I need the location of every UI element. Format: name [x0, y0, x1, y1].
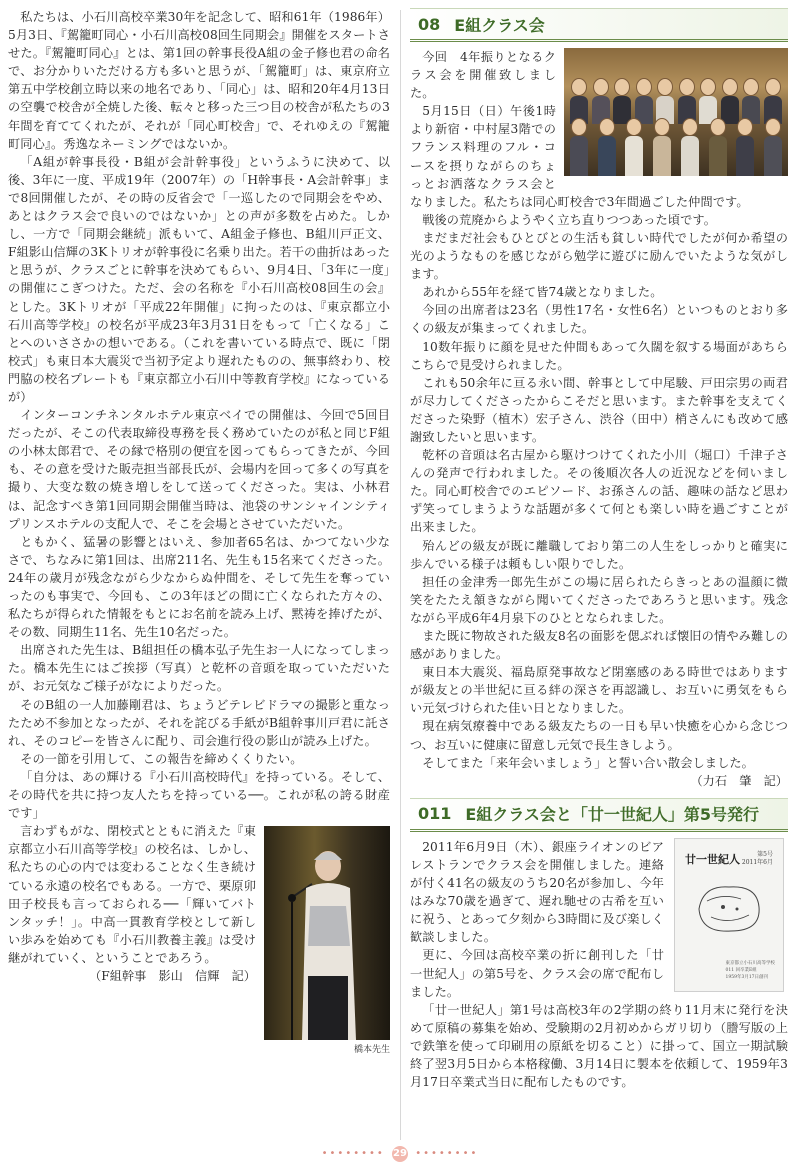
booklet-date: 2011年6月 [741, 858, 773, 866]
page-number: 29 [392, 1146, 408, 1162]
footer-dots-right: •••••••• [415, 1148, 479, 1159]
right-column [410, 8, 788, 1144]
teacher-photo [264, 826, 390, 1040]
paragraph: まだまだ社会もひとびとの生活も貧しい時代でしたが何か希望の光のようなものを感じながら勉学に遊びに励んでいたような気がします。 [410, 230, 788, 282]
signature: （F組幹事 影山 信輝 記） [89, 968, 256, 983]
imprint-line: 東京都立小石川高等学校 [725, 960, 775, 966]
section-title: E組クラス会と「廿一世紀人」第5号発行 [465, 805, 759, 825]
paragraph: 10数年振りに顔を見せた仲間もあって久闊を叙する場面があちらこちらで見受けられました。 [410, 339, 788, 372]
section-number: 011 [418, 804, 452, 824]
booklet-imprint [726, 960, 776, 981]
booklet-issue-info [742, 851, 773, 867]
paragraph: 私たちは、小石川高校卒業30年を記念して、昭和61年（1986年）5月3日、『駕籠町同心・小石川高校08回生同期会』開催をスタートさせた。『駕籠町同心』とは、第1回の幹事長役A組の金子修也君の命名で、お分かりいただける方も多いと思うが、「駕籠町」は、東京府立第五中学校創立時以来の地名であり、「同心」は、昭和20年4月13日の空襲で校舎が全焼した後、転々と移った三つ目の校舎が私たちの3年間を育ててくれたが、それが「同心町校舎」で、それゆえの『駕籠町同心』。秀逸なネーミングではないか。 [8, 10, 390, 151]
paragraph: インターコンチネンタルホテル東京ベイでの開催は、今回で5回目だったが、そこの代表取締役専務を長く務めていたのが私と同じF組の小林太郎君で、その縁で格別の便宜を図ってもらってきたが、今回も、その意を受けた販売担当部長氏が、会場内を回って多くの写真を撮り、大变な数の焼き増しをして送ってくださった。実は、小林君は、記念すべき第1回同期会開催当時は、池袋のサンシャインシティプリンスホテルの支配人で、そこを会場とさせていただいた。 [8, 408, 390, 531]
paragraph: 殆んどの級友が既に離職しており第二の人生をしっかりと確実に歩んでいる様子は頼もしい限りでした。 [410, 538, 788, 571]
paragraph: 現在病気療養中である級友たちの一日も早い快癒を心から念じつつ、お互いに健康に留意し元気で長生きしよう。 [410, 719, 788, 752]
section-header [410, 8, 788, 42]
booklet-figure [674, 838, 784, 992]
booklet-illustration [693, 879, 765, 937]
paragraph: これも50余年に亘る永い間、幹事として中尾駿、戸田宗男の両君が尽力してくださったからこそだと思います。また幹事を支えてくださった染野（植木）宏子さん、渋谷（田中）梢さんにも改めて感謝致したいと思います。 [410, 375, 788, 444]
paragraph: 担任の金津秀一郎先生がこの場に居られたらきっとあの温顔に微笑をたたえ頷きながら聞いてくださったであろうと思います。残念ながら平成6年4月泉下のひととなられました。 [410, 574, 788, 625]
section-number: 08 [418, 14, 441, 34]
paragraph: 更に、今回は高校卒業の折に創刊した「廿一世紀人」の第5号を、クラス会の席で配布しました。 [410, 948, 664, 999]
paragraph: そしてまた「来年会いましょう」と誓い合い散会しました。 [422, 755, 754, 770]
paragraph: 東日本大震災、福島原発事故など閉塞感のある時世ではありますが級友との半世紀に亘る絆の深さを再認識し、お互いに勇気をもらい元気づけられた佳い日となりました。 [410, 665, 788, 716]
paragraph: 出席された先生は、B組担任の橋本弘子先生お一人になってしまった。橋本先生にはご挨拶（写真）と乾杯の音頭を取っていただいたが、お元気なご様子がなによりだった。 [8, 643, 390, 694]
paragraph: その一節を引用して、この報告を締めくくりたい。 [20, 751, 303, 766]
paragraph: 乾杯の音頭は名古屋から駆けつけてくれた小川（堀口）千津子さんの発声で行われました。その後順次各人の近況などを伺いました。同心町校舎でのエピソード、お孫さんの話、趣味の話など思わず笑ってしまうような話題が多くて何とも楽しい時を過ごすことが出来ました。 [410, 448, 788, 535]
paragraph: ともかく、猛暑の影響とはいえ、参加者65名は、かつてない少なさで、ちなみに第1回は、出席211名、先生も15名来てくださった。24年の歳月が残念ながら少なからぬ仲間を、そして先生を奪っていったのも事実で、今回も、この3年ほどの間に亡くなられた方々の、私たちが得られた情報をもとにお名前を読み上げ、黙祷を捧げたが、その数、同期生11名、先生10名だった。 [8, 534, 390, 640]
signature: （力石 肇 記） [690, 773, 788, 788]
photo-front-row [570, 118, 782, 176]
page-footer [0, 1146, 800, 1162]
paragraph: 言わずもがな、閉校式とともに消えた『東京都立小石川高等学校』の校名は、しかし、私たちの心の内では変わることなく生き続けている永遠の校名でもある。一方で、栗原卯田子校長も言っておられる──「輝いてバトンタッチ！」。中高一貫教育学校として新しい歩みを始めても『小石川教養主義』は受け継がれていく、ということであろう。 [8, 824, 256, 965]
column-divider [400, 10, 401, 1140]
paragraph: 2011年6月9日（木）、銀座ライオンのビアレストランでクラス会を開催しました。連絡が付く41名の級友のうち20名が参加し、今年はみな70歳を過ぎて、遅れ馳せの古希を互いに祝う、とあって夕刻から3時間に及び楽しく歓談しました。 [410, 839, 664, 945]
paragraph: 5月15日（日）午後1時より新宿・中村屋3階でのフランス料理のフル・コースを摂りながらのちょっとお洒落なクラス会となりました。私たちは同心町校舎で3年間過ごした仲間です。 [410, 104, 749, 209]
footer-dots-left: •••••••• [321, 1148, 385, 1159]
imprint-line: 011 回卒業E組 [725, 967, 757, 973]
booklet-issue: 第5号 [757, 850, 773, 858]
booklet-cover [674, 838, 784, 992]
group-photo [564, 48, 788, 176]
paragraph: 「廿一世紀人」第1号は高校3年の2学期の終り11月末に発行を決めて原稿の募集を始め、受験期の2月初めからガリ切り（謄写版の上で鉄筆を使って印刷用の原紙を切ること）に掛って、国立一期試験終了翌3月5日から本格稼働、3月14日に製本を依頼して、1959年3月17日卒業式当日に配布したものです。 [410, 1002, 788, 1090]
paragraph: そのB組の一人加藤剛君は、ちょうどテレビドラマの撮影と重なったため不参加となったが、それを詫びる手紙がB組幹事川戸君に託され、そのコピーを皆さんに配り、司会進行役の影山が読み上げた。 [8, 697, 390, 748]
left-column [8, 8, 390, 1144]
section-title: E組クラス会 [454, 15, 545, 35]
booklet-title: 廿一世紀人 [685, 852, 740, 866]
group-photo-figure [564, 48, 788, 176]
photo-caption: 橋本先生 [353, 1045, 390, 1056]
imprint-line: 1959年3月17日創刊 [725, 974, 769, 980]
section-header [410, 798, 788, 832]
paragraph: 今回 4年振りとなるクラス会を開催致しました。 [410, 50, 556, 101]
paragraph: 「A組が幹事長役・B組が会計幹事役」というふうに決めて、以後、3年に一度、平成19年（2007年）の「H幹事長・A会計幹事」まで8回開催したが、その時の反省会で「一巡したので同期会をやめ、あとはクラス会で良いのではないか」との声が多数を占めた。しかし、一方で「同期会継続」派もいて、A組金子修也、B組川戸正文、F組影山信輝の3Kトリオが幹事役に名乗り出た。若干の曲折はあったと思うが、クラスごとに幹事を決めてもらい、9月4日、「3年に一度」の開催にこぎつけた。ただ、会の名称を『小石川高校08回生の会』とした。3Kトリオが「平成22年開催」に拘ったのは、『東京都立小石川高等学校』の校名が平成23年3月31日をもって「亡くなる」ことへのいささかの想いである。（これを書いている時点で、既に「閉校式」も東日本大震災で当初予定より遅れたものの、無事終わり、校門脇の校名プレートも『東京都立小石川中等教育学校』になっているが） [8, 154, 390, 404]
paragraph: 今回の出席者は23名（男性17名・女性6名）といつものとおり多くの級友が集まってくれました。 [410, 303, 788, 336]
paragraph: あれから55年を経て皆74歳となりました。 [422, 285, 663, 300]
teacher-photo-figure [264, 826, 390, 1055]
paragraph: また既に物故された級友8名の面影を偲ぶれば懐旧の情やみ難しの感がありました。 [410, 629, 788, 662]
paragraph: 戦後の荒廃からようやく立ち直りつつあった頃です。 [422, 212, 716, 227]
quote-paragraph: 「自分は、あの輝ける『小石川高校時代』を持っている。そして、その時代を共に持つ友人たちを持っている──。これが私の誇る財産です」 [8, 769, 390, 821]
